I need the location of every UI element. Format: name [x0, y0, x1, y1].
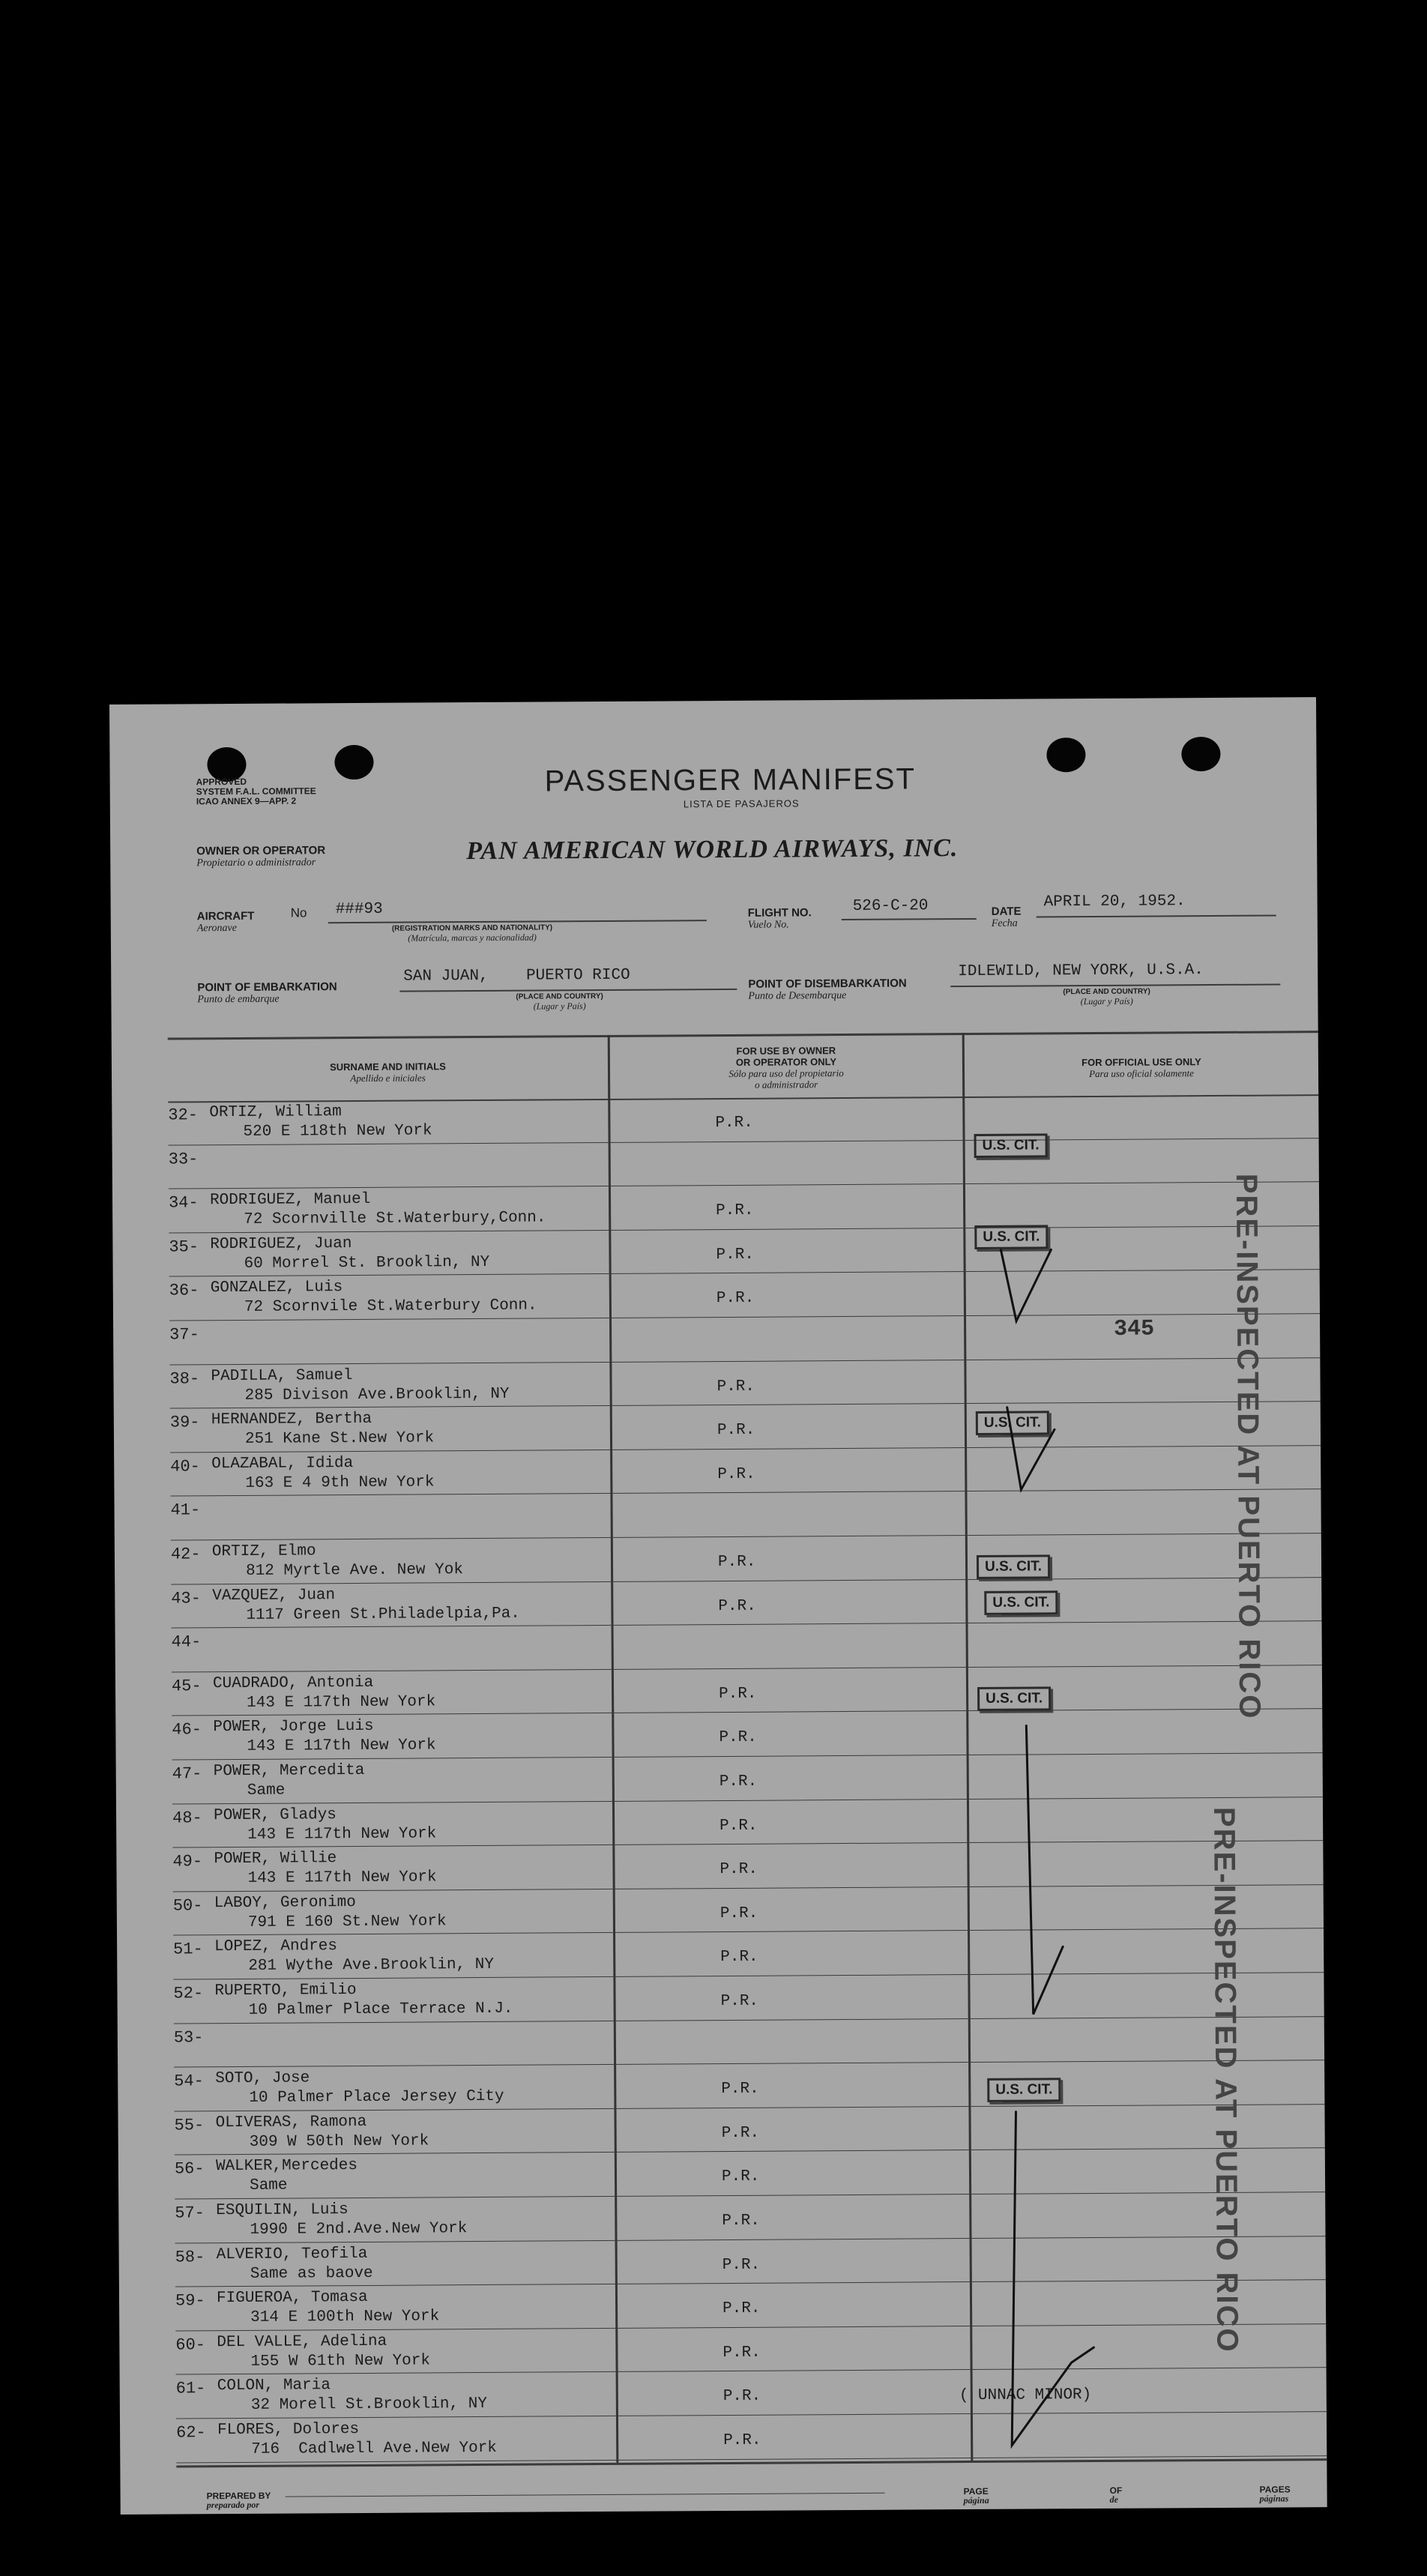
preinspected-stamp: PRE-INSPECTED AT PUERTO RICO	[1229, 1173, 1267, 1720]
passenger-name: POWER, Mercedita	[213, 1761, 365, 1781]
owner-code: P.R.	[719, 1729, 757, 1747]
passenger-name: LABOY, Geronimo	[214, 1893, 356, 1912]
owner-code: P.R.	[717, 1553, 756, 1572]
operator-name: PAN AMERICAN WORLD AIRWAYS, INC.	[466, 834, 959, 866]
check-marks	[109, 697, 1327, 2515]
row-number: 54-	[174, 2072, 204, 2091]
passenger-address: 309 W 50th New York	[249, 2132, 429, 2151]
passenger-name: DEL VALLE, Adelina	[217, 2332, 387, 2351]
aircraft-number: ###93	[335, 900, 383, 919]
prepared-by-block	[207, 2491, 271, 2510]
passenger-name: PADILLA, Samuel	[211, 1366, 353, 1385]
owner-code: P.R.	[719, 1904, 758, 1922]
row-number: 45-	[171, 1677, 202, 1696]
us-citizen-stamp: U.S. CIT.	[976, 1411, 1049, 1435]
page-title: PASSENGER MANIFEST	[544, 762, 917, 798]
passenger-name: RODRIGUEZ, Manuel	[209, 1191, 371, 1210]
owner-code: P.R.	[719, 1685, 757, 1703]
row-number: 38-	[169, 1369, 200, 1389]
place-label: (PLACE AND COUNTRY)	[1063, 987, 1150, 997]
preinspected-stamp: PRE-INSPECTED AT PUERTO RICO	[1207, 1806, 1244, 2353]
owner-code: P.R.	[716, 1378, 755, 1396]
row-number: 62-	[176, 2423, 206, 2443]
passenger-name: OLIVERAS, Ramona	[215, 2113, 367, 2132]
owner-code: P.R.	[719, 1860, 758, 1879]
row-number: 47-	[172, 1764, 202, 1784]
passenger-name: FIGUEROA, Tomasa	[216, 2289, 368, 2308]
row-number: 42-	[170, 1545, 201, 1564]
us-citizen-stamp: U.S. CIT.	[977, 1686, 1051, 1711]
place-label-es: (Lugar y País)	[1080, 995, 1133, 1007]
prepared-by-label-es: preparado por	[206, 2499, 260, 2511]
owner-label: OWNER OR OPERATOR	[196, 844, 326, 858]
owner-code: P.R.	[715, 1114, 753, 1132]
owner-code: P.R.	[722, 2388, 761, 2406]
us-citizen-stamp: U.S. CIT.	[984, 1590, 1058, 1615]
passenger-name: ALVERIO, Teofila	[216, 2245, 368, 2263]
col-header-name-en: SURNAME AND INITIALS	[330, 1061, 446, 1073]
passenger-name: CUADRADO, Antonia	[212, 1674, 374, 1692]
date-label: DATE	[991, 905, 1022, 918]
col-header-owner-use-line: FOR USE BY OWNER	[736, 1045, 836, 1057]
row-number: 39-	[169, 1413, 200, 1432]
row-number: 37-	[169, 1325, 199, 1345]
passenger-name: ESQUILIN, Luis	[216, 2201, 349, 2220]
owner-code: P.R.	[722, 2344, 761, 2362]
pages-label: PAGES	[1259, 2484, 1291, 2495]
passenger-name: ORTIZ, Elmo	[211, 1542, 316, 1561]
passenger-name: HERNANDEZ, Bertha	[211, 1411, 372, 1429]
row-number: 57-	[175, 2204, 205, 2223]
of-label-es: de	[1109, 2494, 1119, 2505]
disembark-label-es: Punto de Desembarque	[748, 990, 847, 1002]
approval-line: APPROVED	[196, 776, 247, 788]
owner-code: P.R.	[722, 2212, 760, 2230]
flight-label-es: Vuelo No.	[747, 919, 789, 931]
row-number: 49-	[172, 1852, 203, 1871]
passenger-address: 10 Palmer Place Terrace N.J.	[248, 2000, 513, 2019]
owner-code: P.R.	[719, 1773, 758, 1791]
registration-label: (REGISTRATION MARKS AND NATIONALITY)	[391, 923, 553, 933]
owner-code: P.R.	[721, 2080, 759, 2099]
row-number: 52-	[173, 1984, 204, 2003]
passenger-name: COLON, Maria	[217, 2377, 331, 2395]
col-header-owner-use-line: OR OPERATOR ONLY	[735, 1056, 837, 1068]
passenger-name: POWER, Willie	[214, 1850, 337, 1868]
passenger-address: 143 E 117th New York	[247, 1737, 436, 1756]
owner-code: P.R.	[722, 2299, 761, 2318]
row-number: 53-	[173, 2027, 204, 2048]
passenger-address: 143 E 117th New York	[247, 1868, 437, 1888]
owner-code: P.R.	[718, 1597, 756, 1615]
passenger-name: FLORES, Dolores	[217, 2421, 360, 2440]
row-number: 56-	[174, 2159, 205, 2179]
passenger-address: 812 Myrtle Ave. New Yok	[245, 1561, 463, 1580]
owner-code: P.R.	[717, 1465, 755, 1483]
check-mark	[1001, 1249, 1052, 1321]
row-number: 60-	[175, 2335, 206, 2355]
passenger-name: WALKER,Mercedes	[215, 2157, 358, 2176]
aircraft-label: AIRCRAFT	[196, 909, 255, 923]
unnac-minor-note: ( UNNAC MINOR)	[959, 2386, 1092, 2405]
us-citizen-stamp: U.S. CIT.	[977, 1554, 1050, 1579]
embark-label-es: Punto de embarque	[197, 993, 280, 1006]
of-label: OF	[1109, 2485, 1123, 2496]
passenger-name: LOPEZ, Andres	[214, 1937, 338, 1956]
row-number: 40-	[170, 1457, 200, 1476]
owner-code: P.R.	[721, 2168, 760, 2186]
embark-label: POINT OF EMBARKATION	[197, 980, 337, 995]
row-number: 61-	[175, 2379, 206, 2398]
row-number: 55-	[174, 2116, 205, 2135]
row-number: 50-	[172, 1896, 203, 1916]
check-mark	[1010, 2111, 1094, 2446]
passenger-address: 281 Wythe Ave.Brooklin, NY	[248, 1956, 495, 1976]
passenger-name: POWER, Gladys	[213, 1806, 337, 1824]
row-number: 46-	[172, 1720, 202, 1740]
passenger-address: 314 E 100th New York	[250, 2308, 440, 2327]
approval-line: SYSTEM F.A.L. COMMITTEE	[196, 785, 316, 797]
owner-label-es: Propietario o administrador	[196, 857, 316, 869]
passenger-address: 10 Palmer Place Jersey City	[249, 2088, 504, 2108]
page-subtitle: LISTA DE PASAJEROS	[683, 797, 800, 810]
owner-code: P.R.	[721, 2124, 760, 2142]
owner-code: P.R.	[716, 1421, 755, 1440]
owner-code: P.R.	[716, 1290, 755, 1308]
embark-value: SAN JUAN, PUERTO RICO	[403, 966, 630, 986]
page-label-block	[964, 2487, 989, 2505]
row-number: 41-	[170, 1500, 201, 1520]
row-number: 43-	[171, 1588, 201, 1608]
col-header-owner-use-es: Sólo para uso del propietario	[728, 1067, 844, 1079]
row-number: 44-	[171, 1632, 202, 1652]
row-number: 32-	[168, 1105, 199, 1125]
passenger-address: 143 E 117th New York	[247, 1693, 436, 1712]
passenger-address: 1117 Green St.Philadelpia,Pa.	[246, 1605, 520, 1624]
of-label-block	[1110, 2486, 1123, 2504]
passenger-name: RUPERTO, Emilio	[214, 1982, 357, 2000]
flight-number: 526-C-20	[852, 897, 929, 915]
col-header-owner-use-es: o administrador	[754, 1079, 818, 1091]
owner-code: P.R.	[719, 1817, 758, 1835]
passenger-name: POWER, Jorge Luis	[213, 1718, 374, 1737]
aircraft-label-es: Aeronave	[196, 922, 237, 935]
row-number: 35-	[169, 1237, 199, 1257]
owner-code: P.R.	[723, 2431, 761, 2450]
passenger-address: 143 E 117th New York	[247, 1824, 437, 1844]
passenger-address: 716 Cadlwell Ave.New York	[251, 2439, 497, 2458]
row-number: 34-	[168, 1193, 199, 1213]
date-value: APRIL 20, 1952.	[1043, 893, 1186, 911]
passenger-address: 60 Morrel St. Brooklin, NY	[244, 1253, 490, 1273]
passenger-address: 251 Kane St.New York	[244, 1429, 435, 1449]
passenger-address: 155 W 61th New York	[250, 2352, 431, 2371]
aircraft-no-label: No	[290, 905, 307, 920]
passenger-address: 285 Divison Ave.Brooklin, NY	[244, 1385, 510, 1405]
passenger-address: 163 E 4 9th New York	[245, 1473, 435, 1492]
row-number: 36-	[169, 1281, 199, 1300]
passenger-name: OLAZABAL, Idida	[211, 1454, 354, 1473]
col-header-official-en: FOR OFFICIAL USE ONLY	[1081, 1056, 1201, 1069]
row-number: 59-	[175, 2291, 205, 2311]
place-label: (PLACE AND COUNTRY)	[516, 992, 603, 1001]
passenger-name: ORTIZ, William	[209, 1103, 342, 1122]
passenger-name: GONZALEZ, Luis	[210, 1279, 343, 1297]
approval-line: ICAO ANNEX 9—APP. 2	[196, 795, 297, 807]
owner-code: P.R.	[722, 2256, 761, 2274]
row-number: 51-	[173, 1940, 203, 1959]
flight-label: FLIGHT NO.	[747, 906, 812, 920]
passenger-name: RODRIGUEZ, Juan	[210, 1234, 352, 1253]
us-citizen-stamp: U.S. CIT.	[974, 1225, 1048, 1249]
passenger-address: 72 Scornvile St.Waterbury Conn.	[244, 1297, 537, 1317]
check-mark	[1007, 1407, 1055, 1489]
row-number: 58-	[175, 2247, 205, 2267]
page-number-stamp: 345	[1114, 1316, 1155, 1342]
passenger-address: 32 Morell St.Brooklin, NY	[250, 2395, 487, 2415]
passenger-name: VAZQUEZ, Juan	[212, 1586, 336, 1605]
passenger-address: 72 Scornville St.Waterbury,Conn.	[244, 1209, 546, 1229]
page-label: PAGE	[963, 2485, 989, 2497]
passenger-address: 1990 E 2nd.Ave.New York	[250, 2220, 468, 2239]
disembark-label: POINT OF DISEMBARKATION	[748, 977, 907, 991]
disembark-value: IDLEWILD, NEW YORK, U.S.A.	[958, 962, 1204, 981]
pages-label-block	[1260, 2485, 1291, 2503]
prepared-by-label: PREPARED BY	[206, 2490, 271, 2502]
passenger-address: 791 E 160 St.New York	[247, 1913, 447, 1931]
place-label-es: (Lugar y País)	[533, 1001, 586, 1012]
row-number: 48-	[172, 1808, 202, 1828]
us-citizen-stamp: U.S. CIT.	[974, 1133, 1048, 1158]
pages-label-es: páginas	[1259, 2493, 1289, 2504]
owner-code: P.R.	[720, 1992, 759, 2011]
check-mark	[1026, 1725, 1063, 2014]
owner-code: P.R.	[716, 1246, 754, 1264]
row-number: 33-	[168, 1149, 199, 1169]
manifest-sheet	[109, 697, 1327, 2515]
passenger-address: 520 E 118th New York	[243, 1122, 432, 1141]
date-label-es: Fecha	[991, 917, 1018, 929]
owner-code: P.R.	[720, 1949, 758, 1967]
col-header-name-es: Apellido e iniciales	[350, 1072, 426, 1085]
page-label-es: página	[963, 2494, 989, 2506]
owner-code: P.R.	[716, 1201, 754, 1220]
us-citizen-stamp: U.S. CIT.	[987, 2078, 1061, 2102]
col-header-official-es: Para uso oficial solamente	[1089, 1067, 1194, 1080]
passenger-address: Same as baove	[250, 2264, 373, 2283]
passenger-address: Same	[250, 2177, 288, 2195]
registration-label-es: (Matrícula, marcas y nacionalidad)	[408, 932, 537, 944]
passenger-address: Same	[247, 1782, 286, 1800]
passenger-name: SOTO, Jose	[215, 2069, 310, 2088]
